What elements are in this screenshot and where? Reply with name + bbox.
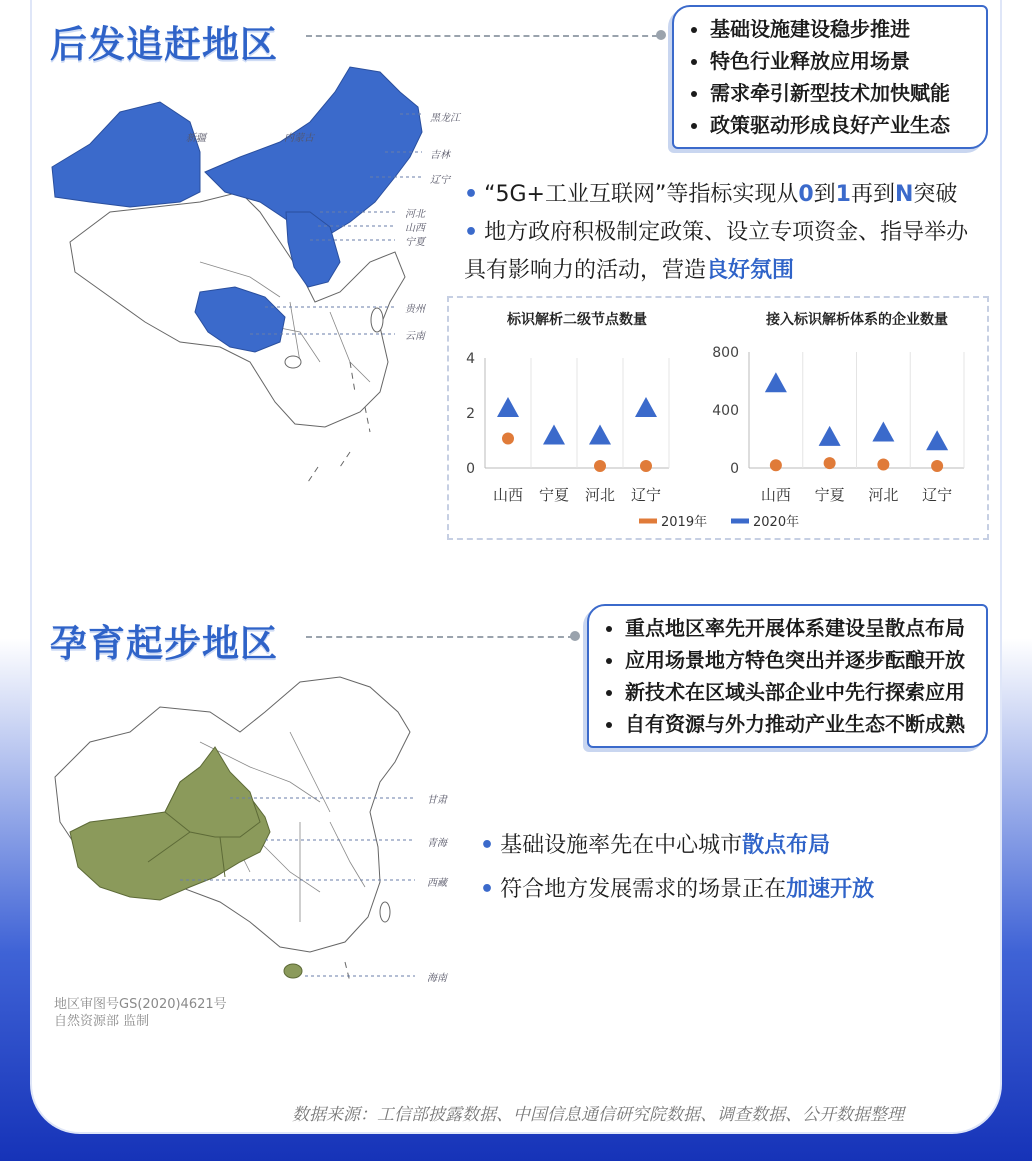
bullet-dot: • bbox=[464, 182, 479, 207]
data-point-2020 bbox=[926, 430, 948, 450]
section1-title: 后发追赶地区 bbox=[50, 23, 278, 66]
y-tick-label: 4 bbox=[466, 351, 475, 367]
map-approval-note bbox=[54, 996, 227, 1030]
desc-text: 再到 bbox=[850, 182, 895, 207]
map-label-yunnan: 云南 bbox=[405, 331, 425, 342]
x-tick-label: 山西 bbox=[492, 486, 524, 504]
map-label-jilin: 吉林 bbox=[430, 150, 450, 161]
map-label-gansu: 甘肃 bbox=[427, 795, 447, 806]
map-label-guizhou: 贵州 bbox=[405, 304, 425, 315]
section2-divider-dot bbox=[570, 631, 580, 641]
section2-bullet: • 自有资源与外力推动产业生态不断成熟 bbox=[625, 708, 968, 740]
desc-highlight: N bbox=[895, 182, 914, 207]
map-note-line: 自然资源部 监制 bbox=[54, 1014, 150, 1029]
desc-highlight: 1 bbox=[835, 182, 851, 207]
map-label-shanxi: 山西 bbox=[405, 223, 425, 234]
data-point-2020 bbox=[872, 422, 894, 442]
data-point-2020 bbox=[589, 425, 611, 445]
x-tick-label: 宁夏 bbox=[538, 486, 570, 504]
bullet-dot: • bbox=[464, 220, 479, 245]
section2-desc-item bbox=[480, 824, 980, 868]
map-label-xizang: 西藏 bbox=[427, 878, 447, 889]
data-point-2019 bbox=[931, 460, 943, 472]
section1-divider-dot bbox=[656, 30, 666, 40]
data-point-2019 bbox=[594, 460, 606, 472]
legend-label: 2020年 bbox=[753, 515, 800, 530]
hainan-shape bbox=[284, 964, 302, 978]
desc-text: “5G+工业互联网”等指标实现从 bbox=[484, 182, 799, 207]
data-point-2019 bbox=[502, 433, 514, 445]
data-point-2019 bbox=[640, 460, 652, 472]
map-label-liaoning: 辽宁 bbox=[430, 175, 450, 186]
map-label-neimenggu: 内蒙古 bbox=[284, 133, 314, 144]
desc-text: 地方政府积极制定政策、设立专项资金、指导举办 bbox=[484, 220, 969, 245]
x-tick-label: 山西 bbox=[760, 486, 791, 504]
taiwan-shape bbox=[380, 902, 390, 922]
section2-bullet-box bbox=[587, 604, 988, 748]
map-label-qinghai: 青海 bbox=[427, 838, 447, 849]
section1-bullet: • 需求牵引新型技术加快赋能 bbox=[710, 77, 968, 109]
x-tick-label: 河北 bbox=[584, 486, 616, 504]
section1-bullet: • 政策驱动形成良好产业生态 bbox=[710, 109, 968, 141]
china-map-emerging bbox=[50, 672, 440, 992]
data-point-2019 bbox=[770, 459, 782, 471]
charts-svg bbox=[449, 298, 987, 538]
desc-highlight: 0 bbox=[798, 182, 814, 207]
map-label-xinjiang: 新疆 bbox=[186, 133, 206, 144]
y-tick-label: 400 bbox=[712, 403, 739, 419]
bullet-dot: • bbox=[480, 877, 495, 902]
section1-desc-item bbox=[464, 214, 1004, 252]
y-tick-label: 0 bbox=[730, 461, 739, 477]
bullet-dot: • bbox=[480, 833, 495, 858]
taiwan-shape bbox=[371, 308, 383, 332]
chart-title: 接入标识解析体系的企业数量 bbox=[766, 312, 948, 328]
x-tick-label: 宁夏 bbox=[814, 486, 845, 504]
section1-divider bbox=[306, 35, 658, 37]
data-point-2020 bbox=[543, 425, 565, 445]
section2-bullet: • 重点地区率先开展体系建设呈散点布局 bbox=[625, 612, 968, 644]
section2-divider bbox=[306, 636, 574, 638]
nine-dash-line bbox=[345, 962, 350, 982]
data-point-2020 bbox=[819, 426, 841, 446]
desc-text: 基础设施率先在中心城市 bbox=[500, 833, 743, 858]
data-source: 数据来源：工信部披露数据、中国信息通信研究院数据、调查数据、公开数据整理 bbox=[292, 1105, 904, 1125]
section1-desc-item bbox=[464, 176, 1004, 214]
chart-container bbox=[447, 296, 989, 540]
data-point-2020 bbox=[765, 372, 787, 392]
section2-bullet: • 新技术在区域头部企业中先行探索应用 bbox=[625, 676, 968, 708]
x-tick-label: 辽宁 bbox=[630, 486, 662, 504]
desc-text: 符合地方发展需求的场景正在 bbox=[500, 877, 787, 902]
desc-highlight: 散点布局 bbox=[742, 833, 831, 858]
section1-desc-item bbox=[464, 252, 1004, 290]
china-map-catchup bbox=[50, 62, 450, 492]
section2-description bbox=[480, 824, 980, 912]
map-label-hainan: 海南 bbox=[427, 973, 447, 984]
y-tick-label: 2 bbox=[466, 406, 475, 422]
section2-bullet: • 应用场景地方特色突出并逐步酝酿开放 bbox=[625, 644, 968, 676]
section1-description bbox=[464, 176, 1004, 290]
legend-label: 2019年 bbox=[661, 515, 708, 530]
desc-highlight: 良好氛围 bbox=[706, 258, 795, 283]
section1-bullet-box bbox=[672, 5, 988, 149]
section2-title: 孕育起步地区 bbox=[50, 622, 278, 665]
desc-text: 突破 bbox=[913, 182, 958, 207]
map-label-hebei: 河北 bbox=[405, 209, 425, 220]
data-point-2020 bbox=[635, 397, 657, 417]
hainan-shape bbox=[285, 356, 301, 368]
section1-bullet: • 特色行业释放应用场景 bbox=[710, 45, 968, 77]
map-note-line: 地区审图号GS(2020)4621号 bbox=[54, 997, 227, 1012]
section1-bullet: • 基础设施建设稳步推进 bbox=[710, 13, 968, 45]
map-label-heilongjiang: 黑龙江 bbox=[430, 113, 460, 124]
data-point-2019 bbox=[877, 459, 889, 471]
xinjiang-region bbox=[52, 102, 200, 207]
data-point-2019 bbox=[824, 457, 836, 469]
y-tick-label: 0 bbox=[466, 461, 475, 477]
data-point-2020 bbox=[497, 397, 519, 417]
desc-text: 具有影响力的活动，营造 bbox=[464, 258, 707, 283]
desc-text: 到 bbox=[813, 182, 836, 207]
map-label-ningxia: 宁夏 bbox=[405, 237, 425, 248]
chart-title: 标识解析二级节点数量 bbox=[507, 312, 647, 328]
x-tick-label: 辽宁 bbox=[922, 486, 953, 504]
x-tick-label: 河北 bbox=[868, 486, 899, 504]
desc-highlight: 加速开放 bbox=[786, 877, 875, 902]
section2-desc-item bbox=[480, 868, 980, 912]
y-tick-label: 800 bbox=[712, 345, 739, 361]
